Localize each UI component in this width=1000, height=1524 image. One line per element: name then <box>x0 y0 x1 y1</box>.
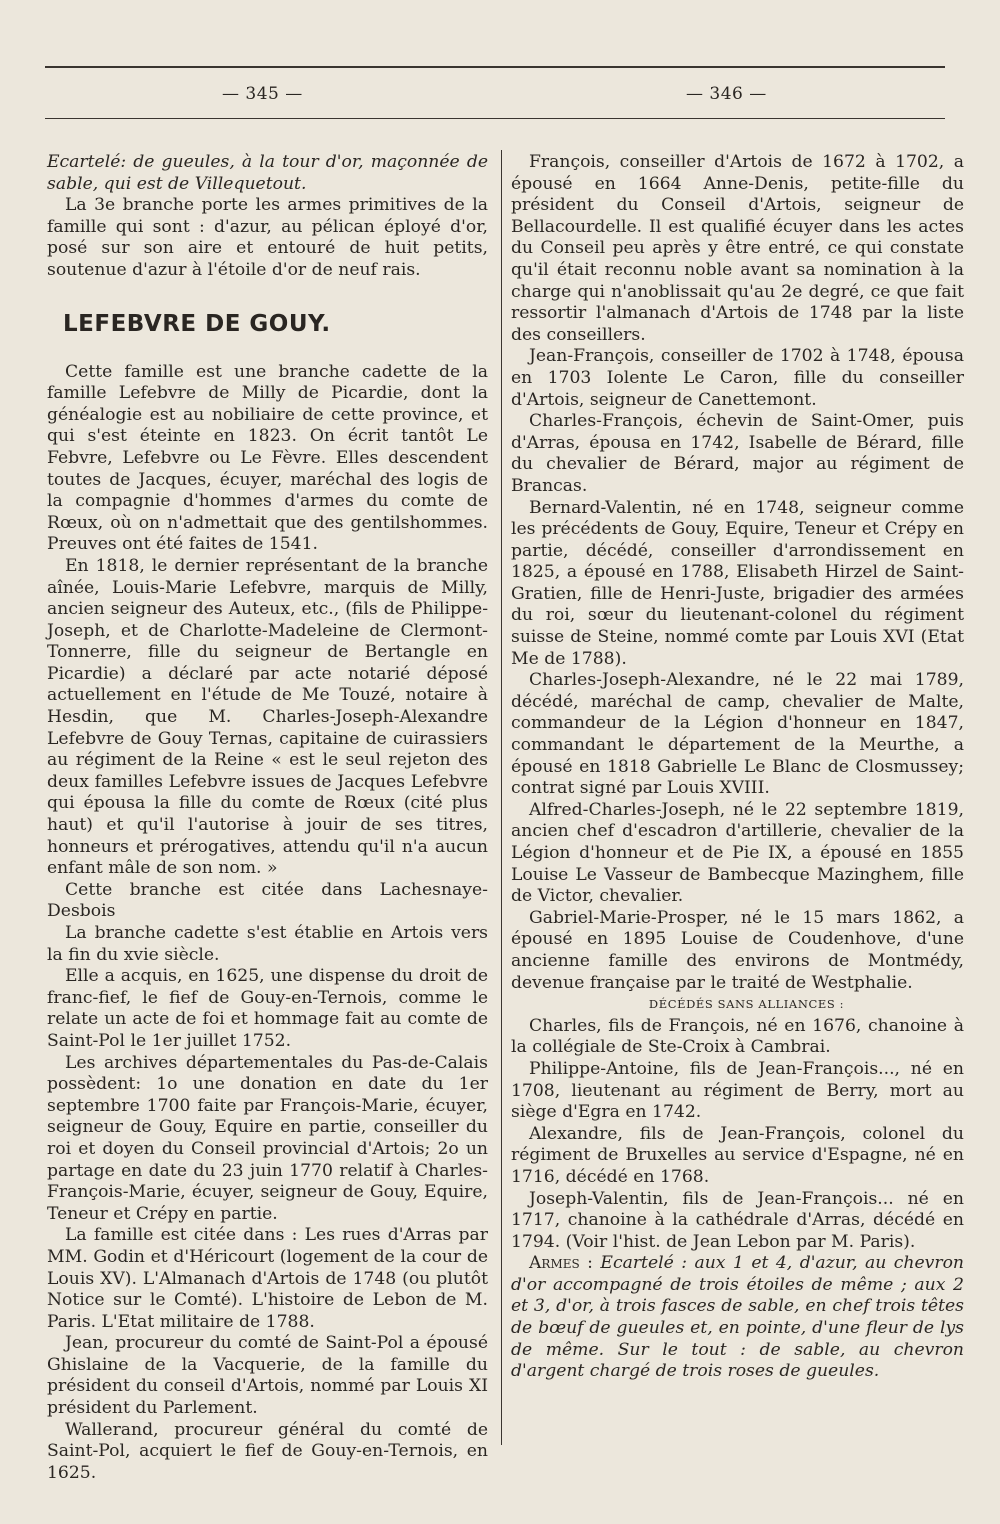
arms-label: Armes : <box>529 1253 601 1274</box>
paragraph-1625: Elle a acquis, en 1625, une dispense du droit de franc-fief, le fief de Gouy-en-Ternois, comme le relate un acte de foi et hommage fait au comte de Saint-Pol le 1er juillet 1752. <box>47 966 488 1051</box>
paragraph-jean-francois: Jean-François, conseiller de 1702 à 1748, épousa en 1703 Iolente Le Caron, fille du conseiller d'Artois, seigneur de Canettemont. <box>511 346 964 410</box>
paragraph-alexandre: Alexandre, fils de Jean-François, colonel du régiment de Bruxelles au service d'Espagne, né en 1716, décédé en 1768. <box>511 1123 964 1187</box>
paragraph-philippe-antoine: Philippe-Antoine, fils de Jean-François..., né en 1708, lieutenant au régiment de Berry, mort au siège d'Egra en 1742. <box>511 1058 964 1123</box>
column-separator <box>501 150 502 1445</box>
left-column <box>47 152 488 1484</box>
paragraph-third-branch: La 3e branche porte les armes primitives de la famille qui sont : d'azur, au pélican éployé d'or, posé sur son aire et entouré de huit petits, soutenue d'azur à l'étoile d'or de neuf rais. <box>47 195 488 280</box>
paragraph-charles: Charles, fils de François, né en 1676, chanoine à la collégiale de Ste-Croix à Cambrai. <box>511 1015 964 1058</box>
page-number-left: — 345 — <box>222 84 303 104</box>
paragraph-alfred: Alfred-Charles-Joseph, né le 22 septembre 1819, ancien chef d'escadron d'artillerie, chevalier de la Légion d'honneur et de Pie IX, a épousé en 1855 Louise Le Vasseur de Bambecque Mazinghem, fille de Victor, chevalier. <box>511 799 964 907</box>
arms-text: Ecartelé : aux 1 et 4, d'azur, au chevron d'or accompagné de trois étoiles de même ; aux 2 et 3, d'or, à trois fasces de sable, en chef trois têtes de bœuf de gueules et, en pointe, d'une fleur de lys de même. Sur le tout : de sable, au chevron d'argent chargé de trois roses de gueules. <box>511 1253 964 1382</box>
paragraph-jean: Jean, procureur du comté de Saint-Pol a épousé Ghislaine de la Vacquerie, de la famille du président du conseil d'Artois, nommé par Louis XI président du Parlement. <box>47 1333 488 1419</box>
paragraph-lachesnaye: Cette branche est citée dans Lachesnaye-Desbois <box>47 879 488 922</box>
paragraph-joseph-valentin: Joseph-Valentin, fils de Jean-François... né en 1717, chanoine à la cathédrale d'Arras, décédé en 1794. (Voir l'hist. de Jean Lebon par M. Paris). <box>511 1188 964 1252</box>
header-top-rule <box>45 66 945 68</box>
header-bottom-rule <box>45 118 945 119</box>
page-number-right: — 346 — <box>686 84 767 104</box>
paragraph-1818: En 1818, le dernier représentant de la branche aînée, Louis-Marie Lefebvre, marquis de Milly, ancien seigneur des Auteux, etc., (fils de Philippe-Joseph, et de Charlotte-Madeleine de Clermont-Tonnerre, fille du seigneur de Bertangle en Picardie) a déclaré par acte notarié déposé actuellement en l'étude de Me Touzé, notaire à Hesdin, que M. Charles-Joseph-Alexandre Lefebvre de Gouy Ternas, capitaine de cuirassiers au régiment de la Reine « est le seul rejeton des deux familles Lefebvre issues de Jacques Lefebvre qui épousa la fille du comte de Rœux (cité plus haut) et qu'il l'autorise à jouir de ses titres, honneurs et prérogatives, attendu qu'il n'a aucun enfant mâle de son nom. » <box>47 555 488 879</box>
paragraph-arms <box>511 1253 964 1383</box>
paragraph-charles-francois: Charles-François, échevin de Saint-Omer, puis d'Arras, épousa en 1742, Isabelle de Bérard, fille du chevalier de Bérard, major au régiment de Brancas. <box>511 411 964 496</box>
paragraph-archives: Les archives départementales du Pas-de-Calais possèdent: 1o une donation en date du 1er septembre 1700 faite par François-Marie, écuyer, seigneur de Gouy, Equire en partie, conseiller du roi et doyen du Conseil provincial d'Artois; 2o un partage en date du 23 juin 1770 relatif à Charles-François-Marie, écuyer, seigneur de Gouy, Equire, Teneur et Crépy en partie. <box>47 1052 488 1224</box>
paragraph-gabriel: Gabriel-Marie-Prosper, né le 15 mars 1862, a épousé en 1895 Louise de Coudenhove, d'une ancienne famille des environs de Montmédy, devenue française par le traité de Westphalie. <box>511 907 964 993</box>
right-column <box>511 152 964 1383</box>
paragraph-wallerand: Wallerand, procureur général du comté de Saint-Pol, acquiert le fief de Gouy-en-Ternois, en 1625. <box>47 1419 488 1483</box>
paragraph-francois: François, conseiller d'Artois de 1672 à 1702, a épousé en 1664 Anne-Denis, petite-fille du président du Conseil d'Artois, seigneur de Bellacourdelle. Il est qualifié écuyer dans les actes du Conseil peu après y être entré, ce qui constate qu'il était reconnu noble avant sa nomination à la charge qui n'anoblissait qu'au 2e degré, ce que fait ressortir l'almanach d'Artois de 1748 par la liste des conseillers. <box>511 152 964 345</box>
paragraph-charles-joseph: Charles-Joseph-Alexandre, né le 22 mai 1789, décédé, maréchal de camp, chevalier de Malte, commandeur de la Légion d'honneur en 1847, commandant le département de la Meurthe, a épousé en 1818 Gabrielle Le Blanc de Closmussey; contrat signé par Louis XVIII. <box>511 670 964 799</box>
section-title: LEFEBVRE DE GOUY. <box>63 310 331 337</box>
subheading-deceased: DÉCÉDÉS SANS ALLIANCES : <box>648 997 845 1012</box>
paragraph-cited: La famille est citée dans : Les rues d'Arras par MM. Godin et d'Héricourt (logement de la cour de Louis XV). L'Almanach d'Artois de 1748 (ou plutôt Notice sur le Comté). L'histoire de Lebon de M. Paris. L'Etat militaire de 1788. <box>47 1225 488 1332</box>
paragraph-ecartele: Ecartelé: de gueules, à la tour d'or, maçonnée de sable, qui est de Villequetout. <box>47 152 488 194</box>
paragraph-bernard-valentin: Bernard-Valentin, né en 1748, seigneur comme les précédents de Gouy, Equire, Teneur et Crépy en partie, décédé, conseiller d'arrondissement en 1825, a épousé en 1788, Elisabeth Hirzel de Saint-Gratien, fille de Henri-Juste, brigadier des armées du roi, sœur du lieutenant-colonel du régiment suisse de Steine, nommé comte par Louis XVI (Etat Me de 1788). <box>511 497 964 669</box>
paragraph-cadet-branch: La branche cadette s'est établie en Artois vers la fin du xvie siècle. <box>47 923 488 965</box>
paragraph-family: Cette famille est une branche cadette de la famille Lefebvre de Milly de Picardie, dont la généalogie est au nobiliaire de cette province, et qui s'est éteinte en 1823. On écrit tantôt Le Febvre, Lefebvre ou Le Fèvre. Elles descendent toutes de Jacques, écuyer, maréchal des logis de la compagnie d'hommes d'armes du comte de Rœux, où on n'admettait que des gentilshommes. Preuves ont été faites de 1541. <box>47 361 488 555</box>
